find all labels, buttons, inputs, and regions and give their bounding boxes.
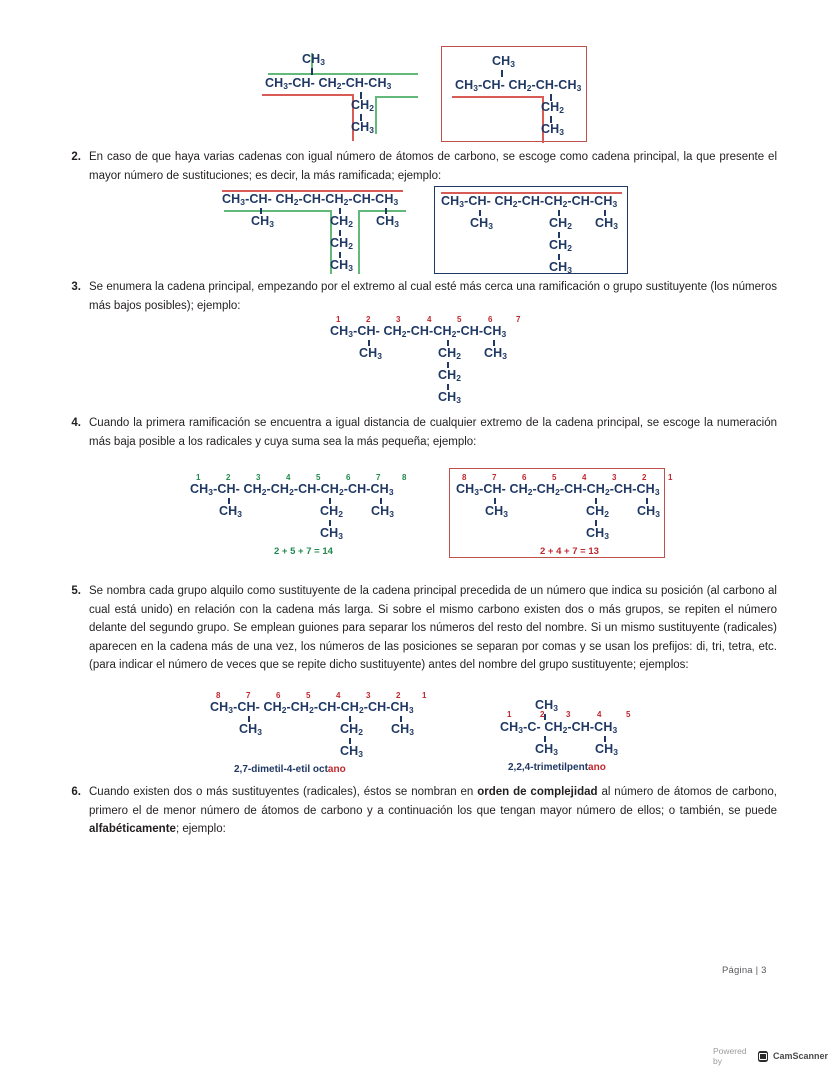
red-chain-line-h (262, 94, 354, 96)
index-5: 5 (457, 315, 462, 324)
diagram-1-left (262, 50, 412, 145)
index-6: 3 (366, 691, 371, 700)
rule-6-number: 6. (71, 786, 81, 798)
rule-3-number: 3. (71, 281, 81, 293)
rule-2-number: 2. (71, 151, 81, 163)
red-chain-line-h (452, 96, 544, 98)
branch-2c: $CH_3$ (330, 258, 354, 273)
rule-2-text: En caso de que haya varias cadenas con igual número de átomos de carbono, se escoge como cadena principal, la que presente el mayor número de sustituciones; es decir, la más ramificada; ejemplo: (89, 151, 777, 182)
camscanner-brand: CamScanner (772, 1051, 828, 1061)
branch-1: $CH_3$ (359, 346, 383, 361)
branch-1: $CH_3$ (470, 216, 494, 231)
index-4: 4 (286, 473, 291, 482)
compound-name-base: 2,7-dimetil-4-etil oct (234, 764, 328, 775)
index-6: 3 (612, 473, 617, 482)
index-3: 3 (396, 315, 401, 324)
index-6: 6 (488, 315, 493, 324)
branch-1: $CH_3$ (251, 214, 275, 229)
diagram-3 (330, 316, 525, 406)
sum-label: 2 + 5 + 7 = 14 (274, 546, 333, 557)
index-6: 6 (346, 473, 351, 482)
main-chain-formula: $CH_3-CH-$ $CH_2-CH-CH_2-CH-CH_3$ (330, 324, 507, 339)
branch-2c: $CH_3$ (438, 390, 462, 405)
diagram-4-right (456, 473, 673, 557)
branch-2c: $CH_3$ (549, 260, 573, 275)
compound-name (508, 762, 606, 773)
branch-1: $CH_3$ (485, 504, 509, 519)
index-4: 5 (552, 473, 557, 482)
rule-2 (55, 148, 777, 185)
main-chain-formula: $CH_3-CH-$ $CH_2-CH-CH_2-CH-CH_3$ (222, 192, 399, 207)
branch-down-2: $CH_3$ (541, 122, 565, 137)
index-5: 5 (626, 710, 631, 719)
index-3: 3 (566, 710, 571, 719)
diagram-5-right (500, 698, 645, 778)
index-1: 1 (336, 315, 341, 324)
index-1: 8 (216, 691, 221, 700)
rule-6 (55, 783, 777, 839)
index-8: 1 (422, 691, 427, 700)
rule-4-number: 4. (71, 417, 81, 429)
branch-1: $CH_3$ (239, 722, 263, 737)
branch-down-1: $CH_2$ (351, 98, 375, 113)
camscanner-icon (758, 1051, 768, 1062)
rule-3-text: Se enumera la cadena principal, empezando por el extremo al cual esté más cerca una ramificación o grupo sustituyente (los números más bajos posibles); ejemplo: (89, 281, 777, 312)
index-8: 8 (402, 473, 407, 482)
branch-1: $CH_3$ (535, 742, 559, 757)
index-1: 1 (507, 710, 512, 719)
camscanner-watermark (713, 1046, 828, 1066)
branch-2b: $CH_2$ (549, 238, 573, 253)
index-3: 6 (522, 473, 527, 482)
branch-3: $CH_3$ (637, 504, 661, 519)
index-7: 2 (396, 691, 401, 700)
rule-6-part-1: Cuando existen dos o más sustituyentes (radicales), éstos se nombran en (89, 786, 478, 798)
rule-4 (55, 414, 777, 451)
main-chain-formula: $CH_3-C-$ $CH_2-CH-CH_3$ (500, 720, 618, 735)
green-chain-line-h (224, 210, 332, 212)
branch-3: $CH_3$ (484, 346, 508, 361)
diagram-1-right (452, 52, 582, 142)
index-4: 4 (597, 710, 602, 719)
rule-5 (55, 582, 777, 675)
main-chain-formula: $CH_3-CH-$ $CH_2-CH-CH_3$ (455, 78, 582, 93)
branch-top-formula: $CH_3$ (302, 52, 326, 67)
rule-4-text: Cuando la primera ramificación se encuentra a igual distancia de cualquier extremo de la cadena principal, se escoge la numeración más baja posible a los radicales y cuya suma sea la más pequeña; ejemplo: (89, 417, 777, 448)
index-2: 7 (492, 473, 497, 482)
branch-3: $CH_3$ (595, 216, 619, 231)
branch-3: $CH_3$ (391, 722, 415, 737)
rule-3 (55, 278, 777, 315)
rule-6-bold-1: orden de complejidad (477, 786, 598, 798)
compound-name-base: 2,2,4-trimetilpent (508, 762, 589, 773)
index-1: 8 (462, 473, 467, 482)
rule-6-bold-2: alfabéticamente (89, 823, 176, 835)
index-2: 2 (540, 710, 545, 719)
branch-2b: $CH_3$ (586, 526, 610, 541)
branch-top: $CH_3$ (535, 698, 559, 713)
index-5: 5 (316, 473, 321, 482)
branch-2: $CH_2$ (586, 504, 610, 519)
index-4: 5 (306, 691, 311, 700)
index-3: 6 (276, 691, 281, 700)
branch-3: $CH_3$ (371, 504, 395, 519)
branch-down-2: $CH_3$ (351, 120, 375, 135)
rule-6-text (89, 783, 777, 839)
diagram-4-left (190, 473, 407, 557)
main-chain-formula: $CH_3-CH-$ $CH_2-CH_2-CH-CH_2-CH-CH_3$ (210, 700, 414, 715)
diagram-2-right (441, 192, 631, 275)
index-4: 4 (427, 315, 432, 324)
branch-2: $CH_2$ (438, 346, 462, 361)
compound-name-suffix: ano (327, 764, 346, 775)
index-2: 7 (246, 691, 251, 700)
index-8: 1 (668, 473, 673, 482)
green-chain-line-h (268, 73, 418, 75)
index-2: 2 (366, 315, 371, 324)
main-chain-formula: $CH_3-CH-$ $CH_2-CH_2-CH-CH_2-CH-CH_3$ (456, 482, 660, 497)
branch-2: $CH_3$ (595, 742, 619, 757)
branch-1: $CH_3$ (219, 504, 243, 519)
index-7: 7 (376, 473, 381, 482)
green-chain-line-v2 (358, 210, 360, 274)
branch-3: $CH_3$ (376, 214, 400, 229)
branch-top-formula: $CH_3$ (492, 54, 516, 69)
index-2: 2 (226, 473, 231, 482)
diagram-2-left (222, 190, 412, 275)
green-chain-line-v2 (375, 96, 377, 134)
branch-2b: $CH_3$ (340, 744, 364, 759)
index-1: 1 (196, 473, 201, 482)
green-chain-line-h2 (358, 210, 406, 212)
branch-2: $CH_2$ (330, 214, 354, 229)
branch-2b: $CH_3$ (320, 526, 344, 541)
index-7: 7 (516, 315, 521, 324)
branch-2: $CH_2$ (549, 216, 573, 231)
powered-by-label: Powered by (713, 1046, 747, 1066)
main-chain-formula: $CH_3-CH-$ $CH_2-CH-CH_3$ (265, 76, 392, 91)
rule-6-part-2: al número de átomos de carbono, primero el de menor número de átomos de carbono y a continuación los que tengan mayor número de ellos; o también, se puede (89, 786, 777, 817)
compound-name (234, 764, 346, 775)
branch-2b: $CH_2$ (330, 236, 354, 251)
rule-5-number: 5. (71, 585, 81, 597)
rule-5-text: Se nombra cada grupo alquilo como sustituyente de la cadena principal precedida de un número que indica su posición (al carbono al cual está unido) en relación con la cadena más larga. Si sobre el mismo carbono existen dos o más grupos, se repiten el número delante del segundo grupo. Se emplean guiones para separar los números del resto del nombre. Si un mismo sustituyente (radicales) aparecen en la cadena más de una vez, los números de las posiciones se separan por comas y se usan los prefijos: di, tri, tetra, etc. (para indicar el número de veces que se repite dicho sustituyente) antes del nombre del grupo sustituyente; ejemplos: (89, 585, 777, 671)
sum-label: 2 + 4 + 7 = 13 (540, 546, 599, 557)
green-chain-line-h2 (375, 96, 418, 98)
main-chain-formula: $CH_3-CH-$ $CH_2-CH_2-CH-CH_2-CH-CH_3$ (190, 482, 394, 497)
bond-top (501, 70, 503, 77)
main-chain-formula: $CH_3-CH-$ $CH_2-CH-CH_2-CH-CH_3$ (441, 194, 618, 209)
branch-2: $CH_2$ (320, 504, 344, 519)
index-5: 4 (336, 691, 341, 700)
branch-down-1: $CH_2$ (541, 100, 565, 115)
diagram-5-left (210, 691, 427, 775)
rule-6-part-3: ; ejemplo: (175, 823, 226, 835)
branch-2b: $CH_2$ (438, 368, 462, 383)
index-7: 2 (642, 473, 647, 482)
compound-name-suffix: ano (588, 762, 606, 773)
index-3: 3 (256, 473, 261, 482)
index-5: 4 (582, 473, 587, 482)
bond-top (311, 68, 313, 75)
branch-2: $CH_2$ (340, 722, 364, 737)
page-number: Página | 3 (722, 965, 767, 976)
